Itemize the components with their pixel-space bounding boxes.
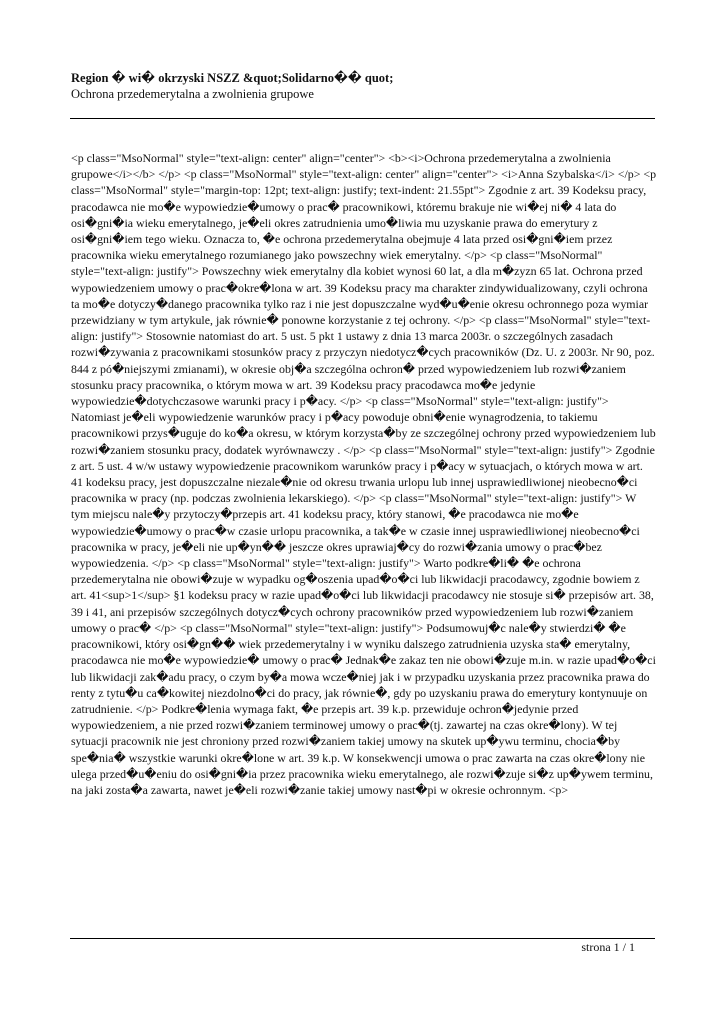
article-body: <p class="MsoNormal" style="text-align: center" align="center"> <b><i>Ochrona przedemerytalna a zwolnienia grupowe</i></b> </p> <p class="MsoNormal" style="text-align: center" align="center"> <i>Anna Szybalska</i> </p> <p class="MsoNormal" style="margin-top: 12pt; text-align: justify; text-indent: 21.55pt"> Zgodnie z art. 39 Kodeksu pracy, pracodawca nie mo�e wypowiedzie�umowy o prac� pracownikowi, któremu brakuje nie wi�ej ni� 4 lata do osi�gni�ia wieku emerytalnego, je�eli okres zatrudnienia umo�liwia mu uzyskanie prawa do emerytury z osi�gni�iem tego wieku. Oznacza to, �e ochrona przedemerytalna obejmuje 4 lata przed osi�gni�iem przez pracownika wieku emerytalnego rozumianego jako powszechny wiek emerytalny. </p> <p class="MsoNormal" style="text-align: justify"> Powszechny wiek emerytalny dla kobiet wynosi 60 lat, a dla m�zyzn 65 lat. Ochrona przed wypowiedzeniem umowy o prac�okre�lona w art. 39 Kodeksu pracy ma charakter zindywidualizowany, czyli ochrona ta mo�e dotyczy�danego pracownika tylko raz i nie jest dopuszczalne wyd�u�enie okresu ochronnego poza wymiar przewidziany w tym artykule, jak równie� ponowne korzystanie z tej ochrony. </p> <p class="MsoNormal" style="text-align: justify"> Stosownie natomiast do art. 5 ust. 5 pkt 1 ustawy z dnia 13 marca 2003r. o szczególnych zasadach rozwi�zywania z pracownikami stosunków pracy z przyczyn niedotycz�cych pracowników (Dz. U. z 2003r. Nr 90, poz. 844 z pó�niejszymi zmianami), w okresie obj�a szczególna ochron� przed wypowiedzeniem lub rozwi�zaniem stosunku pracy pracownika, o którym mowa w art. 39 Kodeksu pracy pracodawca mo�e jedynie wypowiedzie�dotychczasowe warunki pracy i p�acy. </p> <p class="MsoNormal" style="text-align: justify"> Natomiast je�eli wypowiedzenie warunków pracy i p�acy powoduje obni�enie wynagrodzenia, to takiemu pracownikowi przys�uguje do ko�a okresu, w którym korzysta�by ze szczególnej ochrony przed wypowiedzeniem lub rozwi�zaniem stosunku pracy, dodatek wyrównawczy . </p> <p class="MsoNormal" style="text-align: justify"> Zgodnie z art. 5 ust. 4 w/w ustawy wypowiedzenie pracownikom warunków pracy i p�acy w sytuacjach, o których mowa w art. 41 kodeksu pracy, jest dopuszczalne niezale�nie od okresu trwania urlopu lub innej usprawiedliwionej nieobecno�ci pracownika w pracy (np. podczas zwolnienia lekarskiego). </p> <p class="MsoNormal" style="text-align: justify"> W tym miejscu nale�y przytoczy�przepis art. 41 kodeksu pracy, który stanowi, �e pracodawca nie mo�e wypowiedzie�umowy o prac�w czasie urlopu pracownika, a tak�e w czasie innej usprawiedliwionej nieobecno�ci pracownika w pracy, je�eli nie up�yn�� jeszcze okres uprawiaj�cy do rozwi�zania umowy o prac�bez wypowiedzenia. </p> <p class="MsoNormal" style="text-align: justify"> Warto podkre�li� �e ochrona przedemerytalna nie obowi�zuje w wypadku og�oszenia upad�o�ci lub likwidacji pracodawcy, zgodnie bowiem z art. 41<sup>1</sup> §1 kodeksu pracy w razie upad�o�ci lub likwidacji pracodawcy nie stosuje si� przepisów art. 38, 39 i 41, ani przepisów szczególnych dotycz�cych ochrony pracowników przed wypowiedzeniem lub rozwi�zaniem umowy o prac� </p> <p class="MsoNormal" style="text-align: justify"> Podsumowuj�c nale�y stwierdzi� �e pracownikowi, który osi�gn�� wiek przedemerytalny i w wyniku dalszego zatrudnienia uzyska sta� emerytalny, pracodawca nie mo�e wypowiedzie� umowy o prac� Jednak�e zakaz ten nie obowi�zuje m.in. w razie upad�o�ci lub likwidacji zak�adu pracy, o czym by�a mowa wcze�niej jak i w przypadku uzyskania przez pracownika prawa do renty z tytu�u ca�kowitej niezdolno�ci do pracy, jak równie�, gdy po uzyskaniu prawa do emerytury kontynuuje on zatrudnienie. </p> Podkre�lenia wymaga fakt, �e przepis art. 39 k.p. przewiduje ochron�jedynie przed wypowiedzeniem, a nie przed rozwi�zaniem terminowej umowy o prac�(tj. zawartej na czas okre�lony). W tej sytuacji pracownik nie jest chroniony przed rozwi�zaniem takiej umowy na skutek up�ywu terminu, chocia�by spe�nia� wszystkie warunki okre�lone w art. 39 k.p. W konsekwencji umowa o prac zawarta na czas okre�lony nie ulega przed�u�eniu do osi�gni�ia przez pracownika wieku emerytalnego, ale rozwi�zuje si�z up�ywem terminu, na jaki zosta�a zawarta, nawet je�eli rozwi�zanie takiej umowy nast�pi w okresie ochronnym. <p>	[71, 151, 657, 797]
header-divider	[70, 118, 655, 119]
header-subtitle: Ochrona przedemerytalna a zwolnienia grupowe	[71, 87, 314, 101]
header-title: Region � wi� okrzyski NSZZ &quot;Solidarno�� quot;	[71, 71, 394, 85]
footer-divider	[70, 938, 655, 939]
document-header	[71, 70, 661, 102]
page-number: strona 1 / 1	[581, 940, 635, 954]
